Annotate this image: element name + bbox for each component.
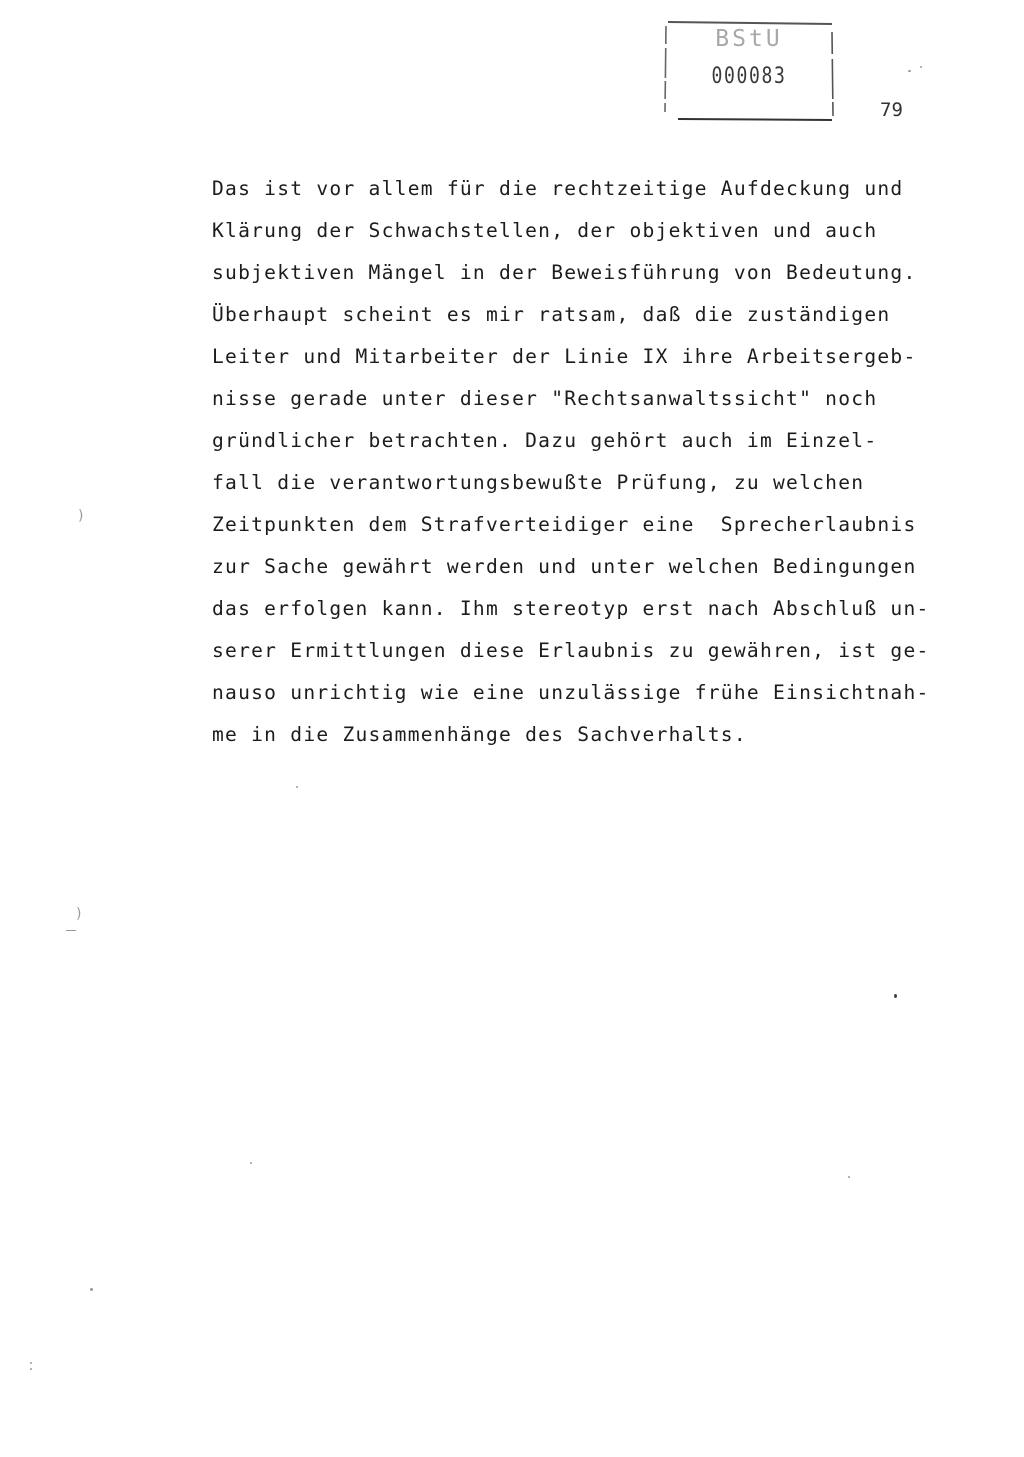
archive-stamp [662, 18, 836, 122]
scan-speck [848, 1176, 850, 1178]
page-number: 79 [880, 99, 903, 121]
text-line: Leiter und Mitarbeiter der Linie IX ihre Arbeitsergeb- [212, 345, 917, 368]
text-line: subjektiven Mängel in der Beweisführung von Bedeutung. [212, 261, 917, 284]
text-line: Zeitpunkten dem Strafverteidiger eine Sprecherlaubnis [212, 513, 917, 536]
body-text [212, 168, 932, 756]
text-line: zur Sache gewährt werden und unter welchen Bedingungen [212, 555, 917, 578]
scan-speck [30, 1368, 32, 1370]
scan-speck [90, 1288, 93, 1291]
text-line: nauso unrichtig wie eine unzulässige frühe Einsichtnah- [212, 681, 930, 704]
scan-speck [66, 930, 76, 931]
punch-hole-mark: ) [76, 906, 82, 922]
text-line: Klärung der Schwachstellen, der objektiven und auch [212, 219, 878, 242]
scan-speck [920, 66, 922, 68]
text-line: nisse gerade unter dieser "Rechtsanwaltssicht" noch [212, 387, 878, 410]
text-line: Das ist vor allem für die rechtzeitige Aufdeckung und [212, 177, 904, 200]
scan-speck [30, 1362, 32, 1364]
stamp-document-number: 000083 [711, 64, 787, 89]
scan-speck [250, 1162, 252, 1164]
text-line: gründlicher betrachten. Dazu gehört auch im Einzel- [212, 429, 878, 452]
punch-hole-mark: ) [78, 508, 84, 524]
text-line: Überhaupt scheint es mir ratsam, daß die zuständigen [212, 303, 891, 326]
scan-speck [296, 786, 298, 788]
text-line: serer Ermittlungen diese Erlaubnis zu gewähren, ist ge- [212, 639, 930, 662]
text-line: das erfolgen kann. Ihm stereotyp erst nach Abschluß un- [212, 597, 930, 620]
text-line: me in die Zusammenhänge des Sachverhalts. [212, 723, 747, 746]
scan-speck [894, 994, 897, 998]
text-line: fall die verantwortungsbewußte Prüfung, zu welchen [212, 471, 865, 494]
scan-speck [908, 70, 911, 72]
stamp-organization: BStU [715, 26, 783, 52]
